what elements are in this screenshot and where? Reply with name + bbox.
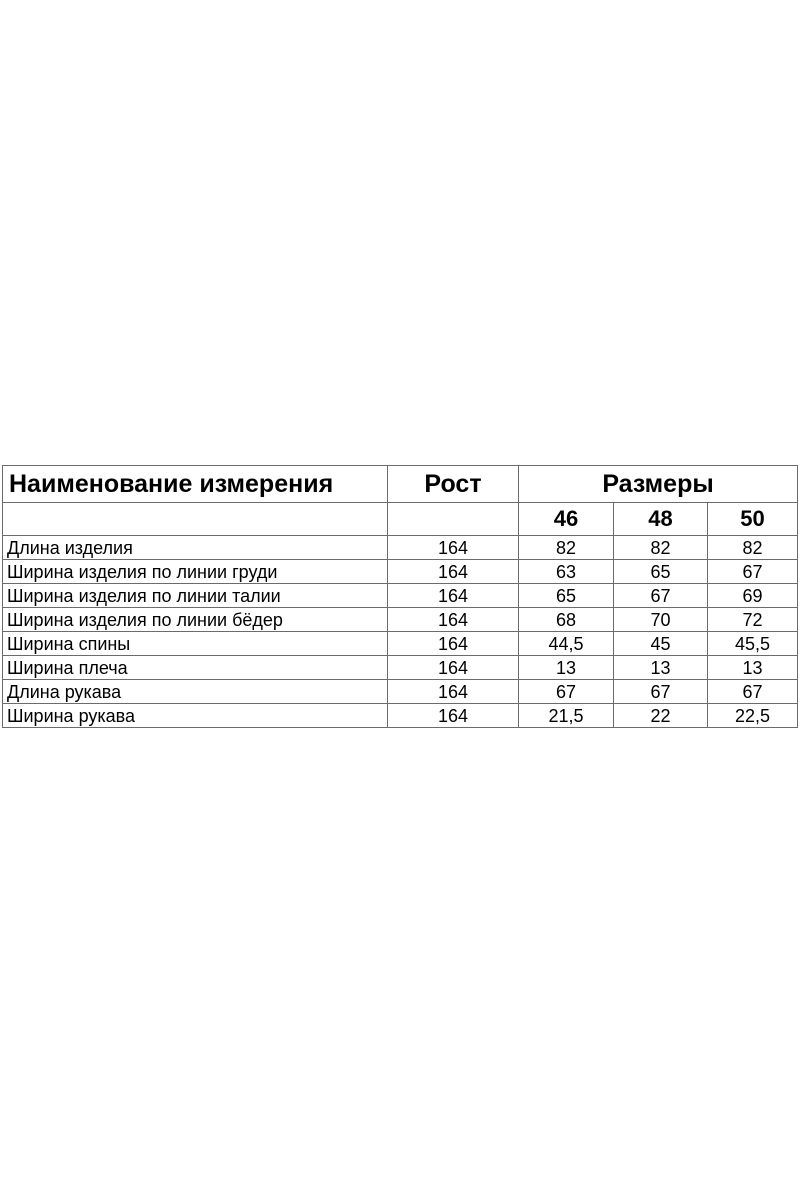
height-value: 164: [388, 704, 519, 728]
size-value: 45: [614, 632, 708, 656]
measurement-name: Ширина спины: [3, 632, 388, 656]
table-row: [3, 560, 798, 584]
measurement-name: Длина рукава: [3, 680, 388, 704]
size-value: 67: [614, 584, 708, 608]
table-row: [3, 680, 798, 704]
size-header-cell: 50: [708, 503, 798, 536]
measurement-name: Длина изделия: [3, 536, 388, 560]
size-value: 67: [519, 680, 614, 704]
table-header-row: [3, 466, 798, 503]
size-value: 67: [614, 680, 708, 704]
measurement-name: Ширина рукава: [3, 704, 388, 728]
size-value: 13: [614, 656, 708, 680]
size-value: 63: [519, 560, 614, 584]
size-header-cell: 46: [519, 503, 614, 536]
height-value: 164: [388, 536, 519, 560]
size-value: 65: [519, 584, 614, 608]
size-value: 65: [614, 560, 708, 584]
height-value: 164: [388, 656, 519, 680]
empty-cell: [3, 503, 388, 536]
size-value: 68: [519, 608, 614, 632]
table-sizes-row: [3, 503, 798, 536]
size-value: 45,5: [708, 632, 798, 656]
table-row: [3, 536, 798, 560]
empty-cell: [388, 503, 519, 536]
size-value: 82: [519, 536, 614, 560]
size-value: 69: [708, 584, 798, 608]
size-value: 82: [708, 536, 798, 560]
measurement-name: Ширина изделия по линии талии: [3, 584, 388, 608]
table-row: [3, 584, 798, 608]
height-value: 164: [388, 584, 519, 608]
size-value: 13: [519, 656, 614, 680]
height-value: 164: [388, 680, 519, 704]
size-header-cell: 48: [614, 503, 708, 536]
table-row: [3, 656, 798, 680]
height-value: 164: [388, 560, 519, 584]
size-chart-table: [2, 465, 798, 728]
table-row: [3, 608, 798, 632]
header-measurement-name: Наименование измерения: [3, 466, 388, 503]
size-value: 22: [614, 704, 708, 728]
table-row: [3, 632, 798, 656]
size-value: 13: [708, 656, 798, 680]
header-height: Рост: [388, 466, 519, 503]
size-value: 22,5: [708, 704, 798, 728]
size-value: 72: [708, 608, 798, 632]
size-value: 67: [708, 680, 798, 704]
size-value: 67: [708, 560, 798, 584]
size-value: 21,5: [519, 704, 614, 728]
table-row: [3, 704, 798, 728]
size-value: 44,5: [519, 632, 614, 656]
size-value: 70: [614, 608, 708, 632]
size-value: 82: [614, 536, 708, 560]
height-value: 164: [388, 608, 519, 632]
measurement-name: Ширина изделия по линии бёдер: [3, 608, 388, 632]
header-sizes: Размеры: [519, 466, 798, 503]
measurement-name: Ширина плеча: [3, 656, 388, 680]
measurement-name: Ширина изделия по линии груди: [3, 560, 388, 584]
height-value: 164: [388, 632, 519, 656]
